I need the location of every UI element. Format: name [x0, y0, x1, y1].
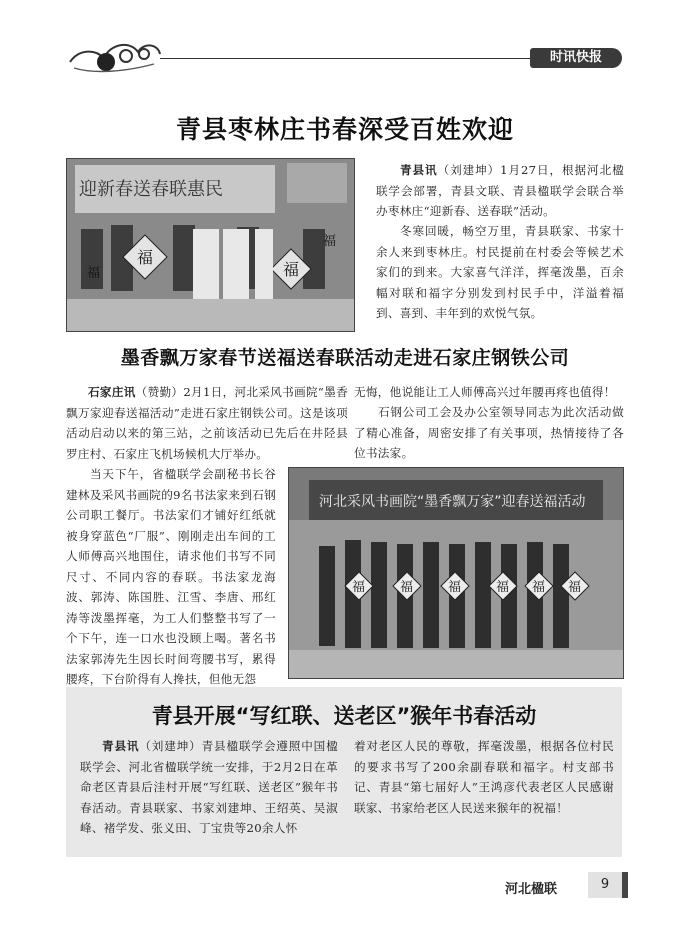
article-1-paragraph-2: 冬寒回暖，畅空万里，青县联家、书家十余人来到枣林庄。村民提前在村委会等候艺术家们的到来。大家喜气洋洋，挥毫泼墨，百余幅对联和福字分别发到村民手中，洋溢着福到、喜到、丰年到的欢悦气氛。	[376, 224, 624, 320]
article-2-p1: 2月1日，河北采风书画院“墨香飘万家迎春送福活动”走进石家庄钢铁公司。这是该项活动启动以来的第三站，之前该活动已先后在井陉县罗庄村、石家庄飞机场候机大厅举办。	[66, 385, 348, 461]
cloud-ornament-icon	[64, 32, 164, 76]
article-2-paragraph-1	[66, 382, 348, 464]
section-tag: 时讯快报	[530, 48, 622, 68]
photo-2-fu-5: 福	[532, 580, 546, 595]
article-3-paragraph-1	[80, 736, 338, 839]
photo-1-fu-4: 福	[323, 234, 337, 249]
article-3-title: 青县开展“写红联、送老区”猴年书春活动	[151, 704, 537, 728]
article-2-photo	[288, 467, 624, 679]
photo-1-fu-3: 福	[87, 266, 101, 281]
article-3-paragraph-1-cont: 着对老区人民的尊敬，挥毫泼墨，根据各位村民的要求书写了200余副春联和福字。村支部书记、青县“第七届好人”王鸿彦代表老区人民感谢联家、书家给老区人民送来猴年的祝福！	[354, 739, 614, 815]
article-2-title: 墨香飘万家春节送福送春联活动走进石家庄钢铁公司	[120, 347, 570, 369]
photo-2-fu-2: 福	[400, 580, 414, 595]
article-1-paragraph-1	[376, 160, 624, 222]
article-1-lead: 青县讯	[400, 163, 438, 177]
article-3-p1: 青县楹联学会遵照中国楹联学会、河北省楹联学统一安排，于2月2日在革命老区青县后洼村开展“写红联、送老区”猴年书春活动。青县联家、书家刘建坤、王绍英、吴淑峰、褚学发、张义田、丁宝贵等20余人怀	[80, 739, 338, 835]
header-rule	[160, 58, 530, 59]
article-3-byline: （刘建坤）	[139, 739, 202, 753]
article-2-byline: （赞勤）	[135, 385, 184, 399]
page-number: 9	[588, 872, 622, 898]
photo-2-fu-3: 福	[448, 580, 462, 595]
footer-bar	[622, 872, 628, 898]
photo-2-fu-4: 福	[496, 580, 510, 595]
article-1-byline: （刘建坤）	[437, 163, 501, 177]
article-1-photo	[66, 158, 355, 332]
photo-1-fu-1: 福	[137, 248, 154, 267]
article-1-p1: 1月27日，根据河北楹联学会部署，青县文联、青县楹联学会联合举办枣林庄“迎新春、送春联”活动。	[376, 163, 624, 218]
photo-2-fu-6: 福	[568, 580, 582, 595]
article-3-lead: 青县讯	[102, 739, 140, 753]
photo-2-banner: 河北采风书画院“墨香飘万家”迎春送福活动	[319, 494, 586, 510]
article-1-title: 青县枣林庄书春深受百姓欢迎	[175, 115, 514, 144]
article-2-paragraph-3: 石钢公司工会及办公室领导同志为此次活动做了精心准备，周密安排了有关事项，热情接待了各位书法家。	[354, 405, 624, 460]
footer-publication: 河北楹联	[505, 882, 558, 897]
article-2-lead: 石家庄讯	[88, 385, 136, 399]
article-2-paragraph-2-cont: 无悔，他说能让工人师傅高兴过年腰再疼也值得！	[354, 385, 616, 399]
photo-2-fu-1: 福	[352, 580, 366, 595]
photo-1-banner: 迎新春送春联惠民	[79, 179, 223, 200]
photo-1-fu-2: 福	[283, 260, 300, 279]
article-2-paragraph-2: 当天下午，省楹联学会副秘书长谷建林及采风书画院的9名书法家来到石钢公司职工餐厅。书法家们才铺好红纸就被身穿蓝色“厂服”、刚刚走出车间的工人师傅高兴地围住，请求他们书写不同尺寸、不同内容的春联。书法家龙海波、郭涛、陈国胜、江雪、李唐、邢红涛等泼墨挥毫，为工人们整整书写了一个下午，连一口水也没顾上喝。著名书法家郭涛先生因长时间弯腰书写，累得腰疼，下台阶得有人搀扶，但他无怨	[66, 467, 276, 686]
